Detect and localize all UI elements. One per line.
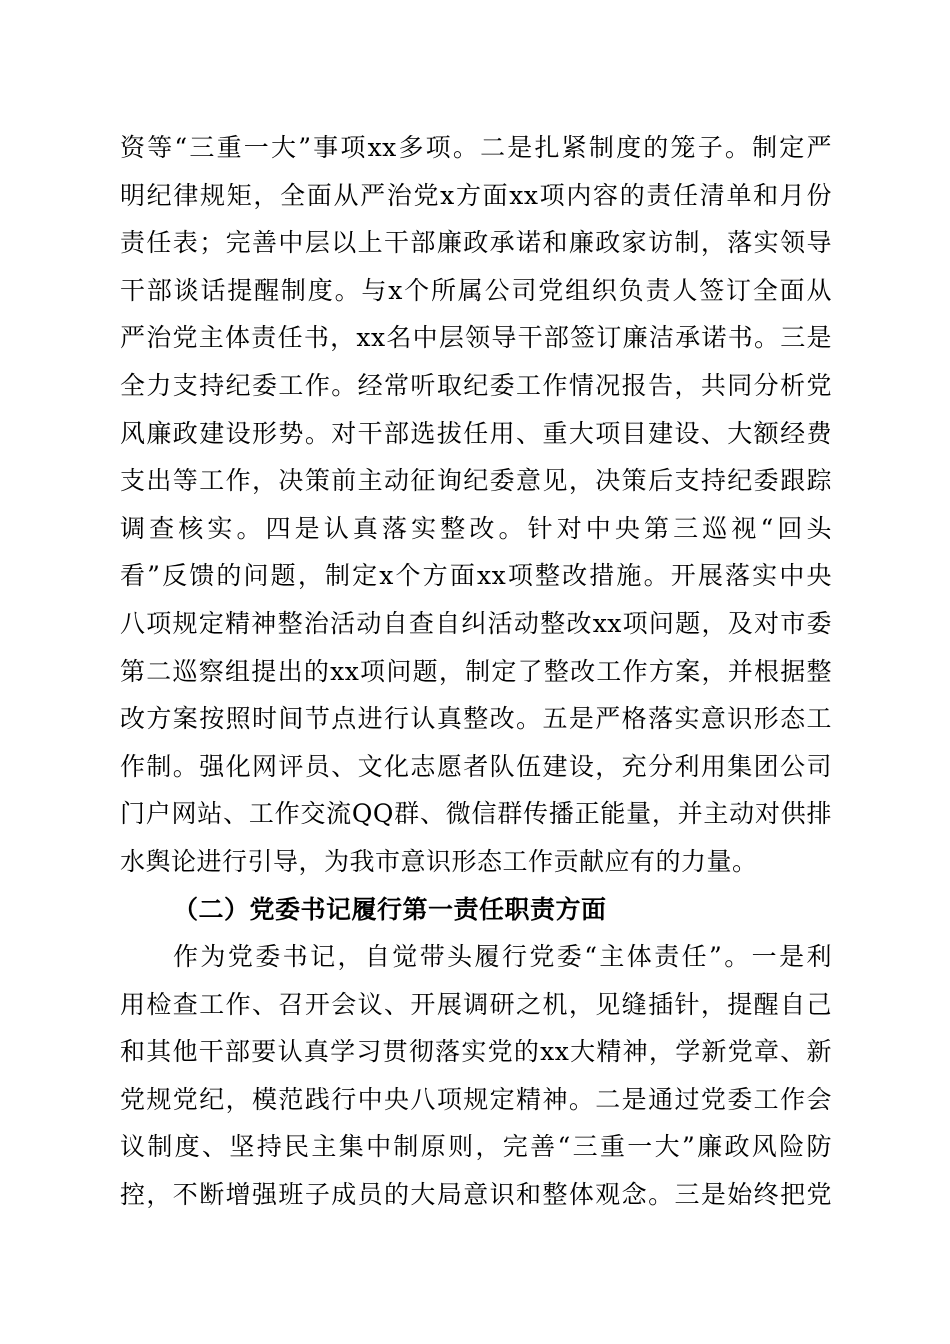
paragraph-continuation: [120, 124, 832, 1219]
paragraph-line: 风廉政建设形势。对干部选拔任用、重大项目建设、大额经费: [120, 418, 832, 448]
section-heading: （二）党委书记履行第一责任职责方面: [173, 894, 607, 924]
paragraph-line: 议制度、坚持民主集中制原则，完善“三重一大”廉政风险防: [120, 1132, 832, 1162]
paragraph-line: 用检查工作、召开会议、开展调研之机，见缝插针，提醒自己: [120, 989, 832, 1019]
paragraph-line: 第二巡察组提出的xx项问题，制定了整改工作方案，并根据整: [120, 656, 832, 686]
paragraph-line: 看”反馈的问题，制定x个方面xx项整改措施。开展落实中央: [120, 561, 832, 591]
paragraph-line: 作为党委书记，自觉带头履行党委“主体责任”。一是利: [173, 942, 832, 972]
paragraph-line: 责任表；完善中层以上干部廉政承诺和廉政家访制，落实领导: [120, 228, 832, 258]
paragraph-line: 调查核实。四是认真落实整改。针对中央第三巡视“回头: [120, 513, 832, 543]
paragraph-line: 全力支持纪委工作。经常听取纪委工作情况报告，共同分析党: [120, 370, 832, 400]
paragraph-line: 水舆论进行引导，为我市意识形态工作贡献应有的力量。: [120, 846, 758, 876]
paragraph-line: 作制。强化网评员、文化志愿者队伍建设，充分利用集团公司: [120, 751, 832, 781]
paragraph-line: 八项规定精神整治活动自查自纠活动整改xx项问题，及对市委: [120, 608, 832, 638]
paragraph-line: 干部谈话提醒制度。与x个所属公司党组织负责人签订全面从: [120, 275, 832, 305]
paragraph-line: 资等“三重一大”事项xx多项。二是扎紧制度的笼子。制定严: [120, 133, 832, 162]
paragraph-line: 控，不断增强班子成员的大局意识和整体观念。三是始终把党: [120, 1180, 832, 1210]
paragraph-line: 和其他干部要认真学习贯彻落实党的xx大精神，学新党章、新: [120, 1037, 832, 1067]
paragraph-line: 支出等工作，决策前主动征询纪委意见，决策后支持纪委跟踪: [120, 466, 832, 496]
paragraph-line: 改方案按照时间节点进行认真整改。五是严格落实意识形态工: [120, 704, 832, 734]
paragraph-line: 门户网站、工作交流QQ群、微信群传播正能量，并主动对供排: [120, 799, 832, 829]
paragraph-line: 党规党纪，模范践行中央八项规定精神。二是通过党委工作会: [120, 1084, 832, 1114]
paragraph-line: 明纪律规矩，全面从严治党x方面xx项内容的责任清单和月份: [120, 180, 832, 210]
paragraph-line: 严治党主体责任书，xx名中层领导干部签订廉洁承诺书。三是: [120, 323, 832, 353]
